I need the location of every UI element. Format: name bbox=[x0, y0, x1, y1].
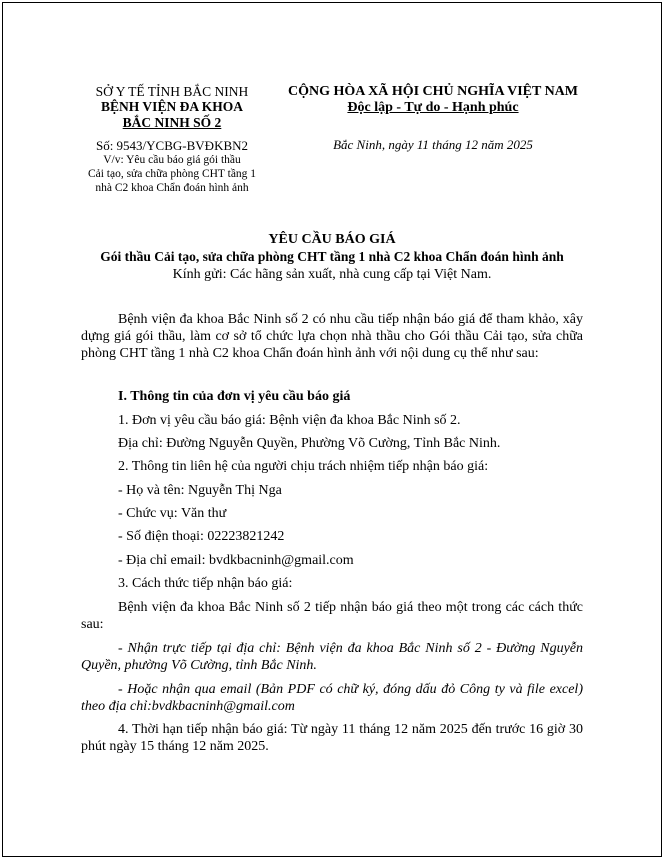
subject-line2: Cải tạo, sửa chữa phòng CHT tầng 1 bbox=[87, 168, 257, 180]
contact-info-heading: 2. Thông tin liên hệ của người chịu trách nhiệm tiếp nhận báo giá: bbox=[118, 459, 489, 474]
hospital-name-line2: BẮC NINH SỐ 2 bbox=[122, 115, 222, 130]
nation-title: CỘNG HÒA XÃ HỘI CHỦ NGHĨA VIỆT NAM bbox=[287, 84, 578, 99]
receipt-deadline: 4. Thời hạn tiếp nhận báo giá: Từ ngày 11 tháng 12 năm 2025 đến trước 16 giờ 30 phút ngày 15 tháng 12 năm 2025. bbox=[81, 722, 583, 754]
department-name: SỞ Y TẾ TỈNH BẮC NINH bbox=[95, 84, 249, 99]
document-title: YÊU CẦU BÁO GIÁ bbox=[268, 232, 396, 247]
hospital-name-line1: BỆNH VIỆN ĐA KHOA bbox=[101, 99, 243, 114]
methods-intro: Bệnh viện đa khoa Bắc Ninh số 2 tiếp nhận báo giá theo một trong các cách thức sau: bbox=[81, 600, 583, 632]
national-motto: Độc lập - Tự do - Hạnh phúc bbox=[347, 100, 519, 115]
document-date: Bắc Ninh, ngày 11 tháng 12 năm 2025 bbox=[333, 137, 533, 152]
intro-paragraph: Bệnh viện đa khoa Bắc Ninh số 2 có nhu cầu tiếp nhận báo giá để tham khảo, xây dựng giá gói thầu, làm cơ sở tổ chức lựa chọn nhà thầu cho Gói thầu Cải tạo, sửa chữa phòng CHT tầng 1 nhà C2 khoa Chẩn đoán hình ảnh với nội dung cụ thể như sau: bbox=[81, 312, 583, 361]
greeting-line: Kính gửi: Các hãng sản xuất, nhà cung cấp tại Việt Nam. bbox=[172, 267, 492, 282]
document-number: Số: 9543/YCBG-BVĐKBN2 bbox=[95, 138, 249, 153]
subject-line3: nhà C2 khoa Chẩn đoán hình ảnh bbox=[95, 182, 249, 194]
receipt-method-heading: 3. Cách thức tiếp nhận báo giá: bbox=[118, 576, 293, 591]
subject-line1: V/v: Yêu cầu báo giá gói thầu bbox=[103, 154, 241, 166]
contact-position: - Chức vụ: Văn thư bbox=[118, 506, 227, 521]
contact-phone: - Số điện thoại: 02223821242 bbox=[118, 529, 285, 544]
requesting-unit: 1. Đơn vị yêu cầu báo giá: Bệnh viện đa khoa Bắc Ninh số 2. bbox=[118, 413, 461, 428]
contact-email: - Địa chỉ email: bvdkbacninh@gmail.com bbox=[118, 553, 354, 568]
method-email: - Hoặc nhận qua email (Bản PDF có chữ ký, đóng dấu đỏ Công ty và file excel) theo địa chỉ:bvdkbacninh@gmail.com bbox=[81, 682, 583, 714]
method-direct: - Nhận trực tiếp tại địa chỉ: Bệnh viện đa khoa Bắc Ninh số 2 - Đường Nguyễn Quyền, phường Võ Cường, tỉnh Bắc Ninh. bbox=[81, 641, 583, 673]
unit-address: Địa chỉ: Đường Nguyễn Quyền, Phường Võ Cường, Tỉnh Bắc Ninh. bbox=[118, 436, 501, 451]
contact-name: - Họ và tên: Nguyễn Thị Nga bbox=[118, 483, 282, 498]
package-title: Gói thầu Cải tạo, sửa chữa phòng CHT tầng 1 nhà C2 khoa Chẩn đoán hình ảnh bbox=[100, 249, 564, 264]
section1-heading: I. Thông tin của đơn vị yêu cầu báo giá bbox=[118, 389, 351, 404]
